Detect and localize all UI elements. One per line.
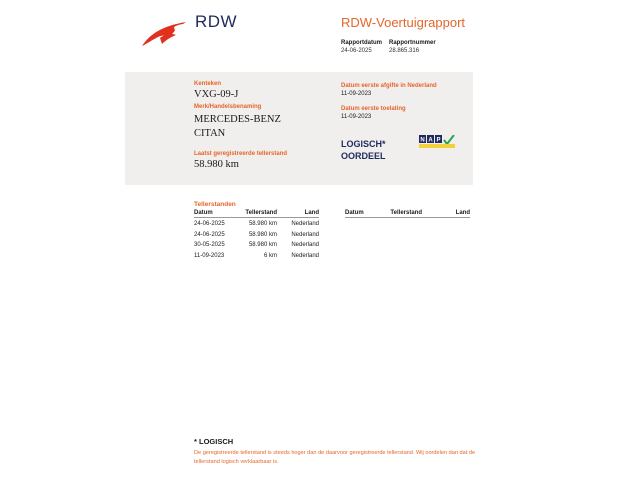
report-number-value: 28.865.316 [389, 48, 420, 54]
row-reading: 58.980 km [248, 242, 277, 248]
row-date: 11-09-2023 [194, 252, 225, 259]
row-reading: 58.980 km [248, 231, 277, 238]
odometer-table-header-right [345, 210, 470, 218]
model-value: CITAN [194, 128, 226, 139]
rdw-logo-icon [140, 18, 188, 48]
row-country: Nederland [291, 221, 319, 227]
verdict-line-2: OORDEEL [341, 151, 386, 161]
odometer-table-header-left [194, 210, 319, 218]
verdict-line-1: LOGISCH* [341, 139, 386, 149]
col-date-header: Datum [345, 210, 364, 216]
brand-name: RDW [195, 12, 238, 31]
row-date: 24-06-2025 [194, 221, 225, 227]
table-row [194, 252, 319, 263]
row-date: 24-06-2025 [194, 231, 225, 238]
last-odometer-label: Laatst geregistreerde tellerstand [194, 151, 288, 157]
report-number-label: Rapportnummer [389, 40, 436, 46]
row-date: 30-05-2025 [194, 242, 225, 248]
row-country: Nederland [291, 252, 319, 259]
table-row [194, 241, 319, 252]
row-country: Nederland [291, 231, 319, 238]
footnote-text: De geregistreerde tellerstand is steeds hoger dan de daarvoor geregistreerde tellerstand. Wij oordelen dan dat de tellerstand logisch verklaarbaar is. [194, 450, 476, 465]
first-nl-value: 11-09-2023 [341, 91, 372, 97]
report-title: RDW-Voertuigrapport [341, 15, 466, 30]
report-date-block [341, 40, 382, 54]
report-number-block [389, 40, 436, 54]
table-row [194, 231, 319, 242]
row-reading: 6 km [263, 252, 277, 259]
odometer-section-title: Tellerstanden [194, 201, 236, 208]
last-odometer-value: 58.980 km [194, 159, 239, 170]
col-date-header: Datum [194, 210, 213, 216]
col-reading-header: Tellerstand [390, 210, 422, 216]
col-country-header: Land [304, 210, 319, 216]
nap-check-icon [419, 135, 455, 149]
col-country-header: Land [455, 210, 470, 216]
row-country: Nederland [291, 242, 319, 248]
first-nl-label: Datum eerste afgifte in Nederland [341, 83, 437, 89]
verdict-badge [341, 138, 386, 162]
odometer-table-body [194, 220, 319, 262]
first-admission-label: Datum eerste toelating [341, 106, 406, 112]
svg-text:A: A [428, 137, 433, 144]
plate-label: Kenteken [194, 81, 222, 87]
report-date-label: Rapportdatum [341, 40, 382, 46]
make-label: Merk/Handelsbenaming [194, 104, 262, 110]
report-date-value: 24-06-2025 [341, 48, 372, 54]
plate-value: VXG-09-J [194, 89, 239, 100]
svg-text:N: N [420, 137, 425, 144]
row-reading: 58.980 km [248, 221, 277, 227]
make-value: MERCEDES-BENZ [194, 114, 281, 125]
footnote-title: * LOGISCH [194, 437, 234, 446]
col-reading-header: Tellerstand [245, 210, 277, 216]
table-row [194, 220, 319, 231]
first-admission-value: 11-09-2023 [341, 114, 372, 120]
svg-text:P: P [436, 137, 441, 144]
